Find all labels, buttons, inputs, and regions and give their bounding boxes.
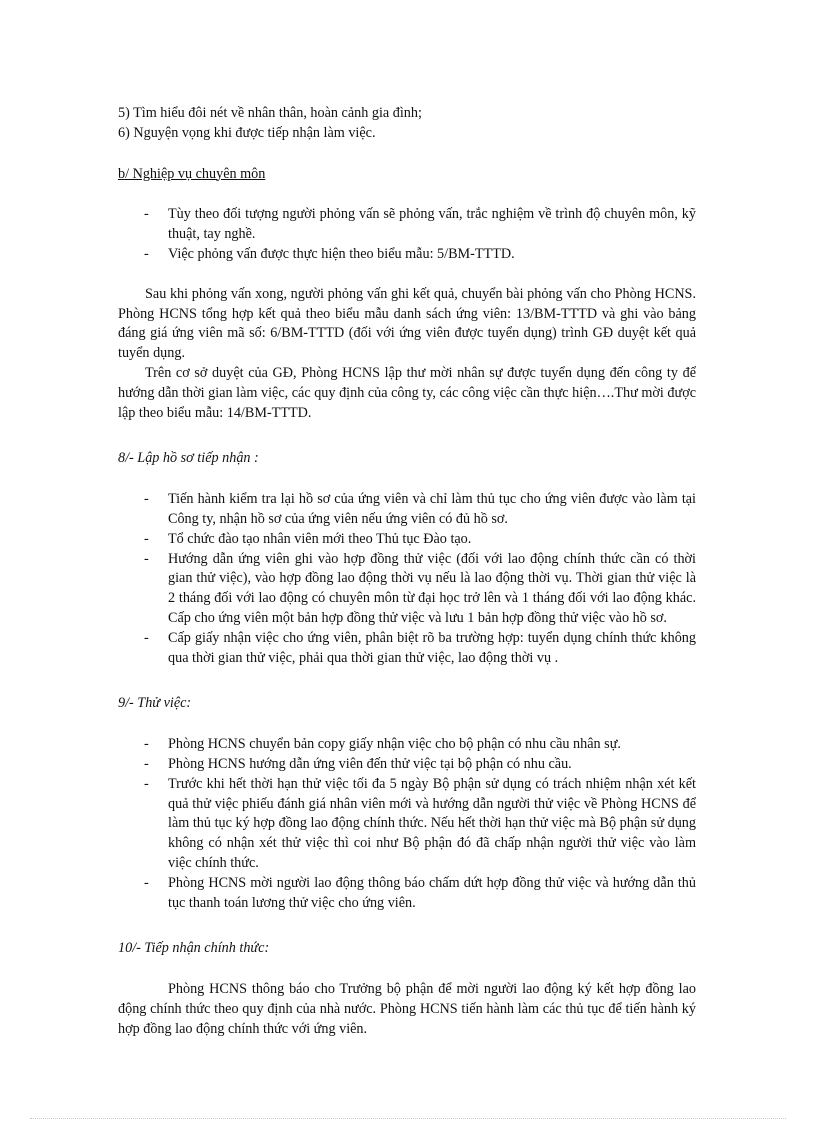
list-item: - Tùy theo đối tượng người phỏng vấn sẽ phỏng vấn, trắc nghiệm về trình độ chuyên môn, kỹ thuật, tay nghề. [144,206,696,243]
list-item: - Phòng HCNS hướng dẫn ứng viên đến thử việc tại bộ phận có nhu cầu. [144,755,572,772]
list-item: - Trước khi hết thời hạn thử việc tối đa 5 ngày Bộ phận sử dụng có trách nhiệm nhận xét kết quả thử việc phiếu đánh giá nhân viên mới và hướng dẫn người thử việc về Phòng HCNS để làm thủ tục ký hợp đồng lao động chính thức. Nếu hết thời hạn thử việc mà Bộ phận sử dụng không có nhận xét thử việc thì coi như Bộ phận đó đã chấp nhận người thử việc vào làm việc chính thức. [144,775,696,871]
section-8-bullets [118,490,696,668]
page-bottom-divider [30,1118,786,1119]
list-item: - Phòng HCNS chuyển bản copy giấy nhận việc cho bộ phận có nhu cầu nhân sự. [144,736,621,753]
section-b-heading: b/ Nghiệp vụ chuyên môn [118,165,266,182]
list-item: - Cấp giấy nhận việc cho ứng viên, phân biệt rõ ba trường hợp: tuyển dụng chính thức không qua thời gian thử việc, phải qua thời gian thử việc, lao động thời vụ . [144,629,696,666]
list-item: - Hướng dẫn ứng viên ghi vào hợp đồng thử việc (đối với lao động chính thức cần có thời gian thử việc), vào hợp đồng lao động thời vụ nếu là lao động thời vụ. Thời gian thử việc là 2 tháng đối với lao động có chuyên môn từ đại học trở lên và 1 tháng đối với lao động khác. Cấp cho ứng viên một bản hợp đồng thử việc và lưu 1 bản hợp đồng thử việc vào hồ sơ. [144,550,696,626]
section-b-paragraph-2: Trên cơ sở duyệt của GĐ, Phòng HCNS lập thư mời nhân sự được tuyển dụng đến công ty để hướng dẫn thời gian làm việc, các quy định của công ty, các công việc cần thực hiện….Thư mời được lập theo biểu mẫu: 14/BM-TTTD. [118,364,696,421]
section-8-heading: 8/- Lập hồ sơ tiếp nhận : [118,450,259,467]
section-b-paragraph-1: Sau khi phỏng vấn xong, người phỏng vấn ghi kết quả, chuyển bài phỏng vấn cho Phòng HCNS. Phòng HCNS tổng hợp kết quả theo biểu mẫu danh sách ứng viên: 13/BM-TTTD và ghi vào bảng đáng giá ứng viên mã số: 6/BM-TTTD (đối với ứng viên được tuyển dụng) trình GĐ duyệt kết quả tuyển dụng. [118,285,696,362]
section-9-heading: 9/- Thử việc: [118,695,192,712]
intro-line-6: 6) Nguyện vọng khi được tiếp nhận làm việc. [118,124,376,141]
intro-line-5: 5) Tìm hiểu đôi nét về nhân thân, hoàn cảnh gia đình; [118,105,422,121]
list-item: - Tiến hành kiểm tra lại hồ sơ của ứng viên và chỉ làm thủ tục cho ứng viên được vào làm tại Công ty, nhận hồ sơ của ứng viên nếu ứng viên có đủ hồ sơ. [144,491,696,527]
section-b-bullets [118,205,696,264]
list-item: - Việc phỏng vấn được thực hiện theo biểu mẫu: 5/BM-TTTD. [144,245,515,262]
section-10-paragraph: Phòng HCNS thông báo cho Trưởng bộ phận để mời người lao động ký kết hợp đồng lao động chính thức theo quy định của nhà nước. Phòng HCNS tiến hành làm các thủ tục để tiến hành ký hợp đồng lao động chính thức với ứng viên. [118,981,696,1037]
section-10-heading: 10/- Tiếp nhận chính thức: [118,940,270,957]
section-9-bullets [118,735,696,913]
list-item: - Tổ chức đào tạo nhân viên mới theo Thủ tục Đào tạo. [144,530,472,547]
document-page [118,104,696,1039]
list-item: - Phòng HCNS mời người lao động thông báo chấm dứt hợp đồng thử việc và hướng dẫn thủ tục thanh toán lương thử việc cho ứng viên. [144,874,696,911]
